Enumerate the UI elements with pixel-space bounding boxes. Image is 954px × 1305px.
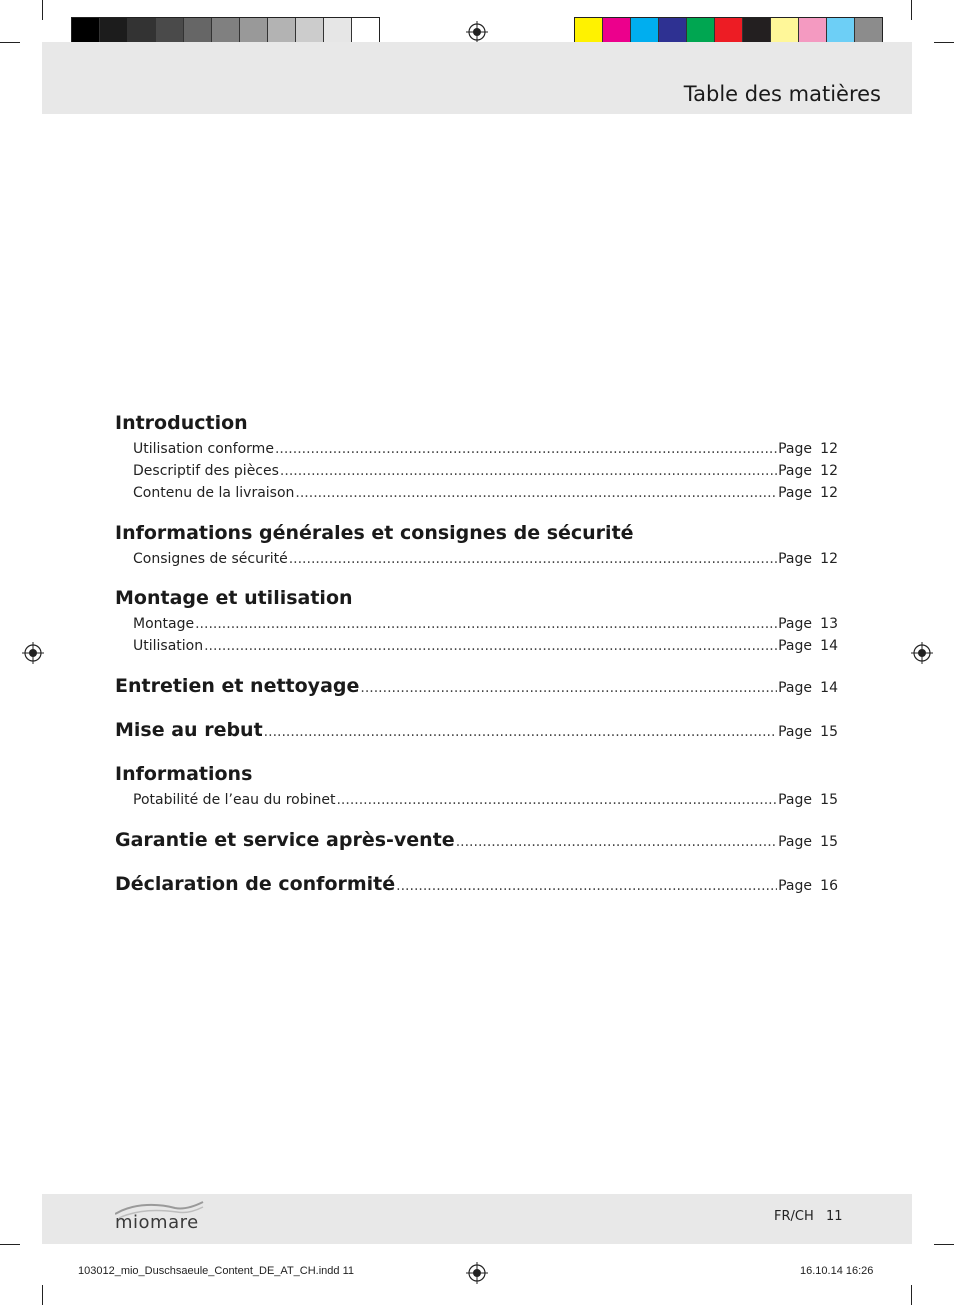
- toc-entry[interactable]: [115, 460, 838, 482]
- gray-swatch: [324, 18, 352, 45]
- table-of-contents: [115, 408, 838, 899]
- toc-entry[interactable]: [115, 613, 838, 635]
- toc-entry-label: Descriptif des pièces: [133, 463, 279, 479]
- registration-mark-icon: [466, 21, 488, 43]
- page-word: Page: [778, 551, 812, 567]
- gray-swatch: [100, 18, 128, 45]
- page-number: 16: [820, 878, 838, 894]
- toc-entry-label: Consignes de sécurité: [133, 551, 288, 567]
- crop-mark: [911, 0, 912, 20]
- dot-leader: [295, 482, 777, 504]
- print-slug-file: 103012_mio_Duschsaeule_Content_DE_AT_CH.indd 11: [78, 1265, 354, 1277]
- toc-section: [115, 583, 838, 657]
- toc-entry[interactable]: [115, 635, 838, 657]
- registration-mark-icon: [22, 642, 44, 664]
- page-word: Page: [778, 441, 812, 457]
- gray-swatch: [352, 18, 379, 45]
- crop-mark: [0, 1244, 20, 1245]
- page-number: 14: [820, 680, 838, 696]
- toc-entry-label: Utilisation: [133, 638, 204, 654]
- color-swatch: [743, 18, 771, 45]
- page-number: 15: [820, 792, 838, 808]
- gray-swatch: [72, 18, 100, 45]
- crop-mark: [0, 42, 20, 43]
- gray-swatch: [184, 18, 212, 45]
- page-number: 12: [820, 485, 838, 501]
- dot-leader: [336, 789, 777, 811]
- registration-mark-icon: [466, 1262, 488, 1284]
- toc-entry[interactable]: [115, 548, 838, 570]
- gray-swatch: [212, 18, 240, 45]
- toc-heading: Introduction: [115, 412, 248, 434]
- page-number: 14: [820, 638, 838, 654]
- print-slug-date: 16.10.14 16:26: [800, 1265, 874, 1277]
- page-number: 12: [820, 463, 838, 479]
- page-word: Page: [778, 638, 812, 654]
- color-swatch: [855, 18, 882, 45]
- gray-swatch: [296, 18, 324, 45]
- page-word: Page: [778, 878, 812, 894]
- toc-entry-label: Potabilité de l’eau du robinet: [133, 792, 336, 808]
- dot-leader: [204, 635, 777, 657]
- gray-swatch: [268, 18, 296, 45]
- toc-entry-label: Montage: [133, 616, 195, 632]
- crop-mark: [934, 1244, 954, 1245]
- page-word: Page: [778, 792, 812, 808]
- color-swatch: [799, 18, 827, 45]
- color-swatch: [603, 18, 631, 45]
- dot-leader: [360, 673, 777, 703]
- page-number: 12: [820, 551, 838, 567]
- toc-section: [115, 759, 838, 811]
- color-swatch: [827, 18, 855, 45]
- page-word: Page: [778, 616, 812, 632]
- dot-leader: [456, 827, 777, 857]
- page-title: Table des matières: [683, 82, 881, 106]
- dot-leader: [396, 871, 777, 901]
- toc-heading-entry[interactable]: [115, 671, 838, 701]
- toc-entry[interactable]: [115, 789, 838, 811]
- page-word: Page: [778, 463, 812, 479]
- registration-mark-icon: [911, 642, 933, 664]
- color-swatch: [575, 18, 603, 45]
- toc-heading: Mise au rebut: [115, 719, 263, 741]
- dot-leader: [195, 613, 777, 635]
- crop-mark: [934, 42, 954, 43]
- page-word: Page: [778, 724, 812, 740]
- dot-leader: [280, 460, 777, 482]
- dot-leader: [289, 548, 777, 570]
- page-number: 12: [820, 441, 838, 457]
- crop-mark: [911, 1285, 912, 1305]
- toc-section: [115, 408, 838, 504]
- toc-section: [115, 518, 838, 570]
- color-swatch: [771, 18, 799, 45]
- toc-entry-label: Utilisation conforme: [133, 441, 274, 457]
- toc-heading: Garantie et service après-vente: [115, 829, 455, 851]
- toc-heading: Déclaration de conformité: [115, 873, 396, 895]
- page-number: 15: [820, 724, 838, 740]
- page-number: 15: [820, 834, 838, 850]
- crop-mark: [42, 0, 43, 20]
- gray-swatch: [128, 18, 156, 45]
- gray-swatch: [156, 18, 184, 45]
- color-swatch: [659, 18, 687, 45]
- brand-logo-text: miomare: [115, 1212, 199, 1233]
- dot-leader: [275, 438, 777, 460]
- footer-language: FR/CH: [774, 1209, 814, 1224]
- toc-entry-label: Contenu de la livraison: [133, 485, 295, 501]
- toc-heading: Montage et utilisation: [115, 587, 353, 609]
- color-swatch: [715, 18, 743, 45]
- page-number: 13: [820, 616, 838, 632]
- color-swatch: [631, 18, 659, 45]
- page-word: Page: [778, 680, 812, 696]
- toc-heading: Entretien et nettoyage: [115, 675, 360, 697]
- toc-heading: Informations générales et consignes de sécurité: [115, 522, 634, 544]
- toc-heading: Informations: [115, 763, 253, 785]
- toc-entry[interactable]: [115, 438, 838, 460]
- dot-leader: [264, 717, 777, 747]
- toc-heading-entry[interactable]: [115, 869, 838, 899]
- page-word: Page: [778, 485, 812, 501]
- toc-entry[interactable]: [115, 482, 838, 504]
- color-swatch: [687, 18, 715, 45]
- footer-page-number: 11: [826, 1209, 843, 1224]
- page-word: Page: [778, 834, 812, 850]
- toc-heading-entry[interactable]: [115, 715, 838, 745]
- toc-heading-entry[interactable]: [115, 825, 838, 855]
- gray-swatch: [240, 18, 268, 45]
- crop-mark: [42, 1285, 43, 1305]
